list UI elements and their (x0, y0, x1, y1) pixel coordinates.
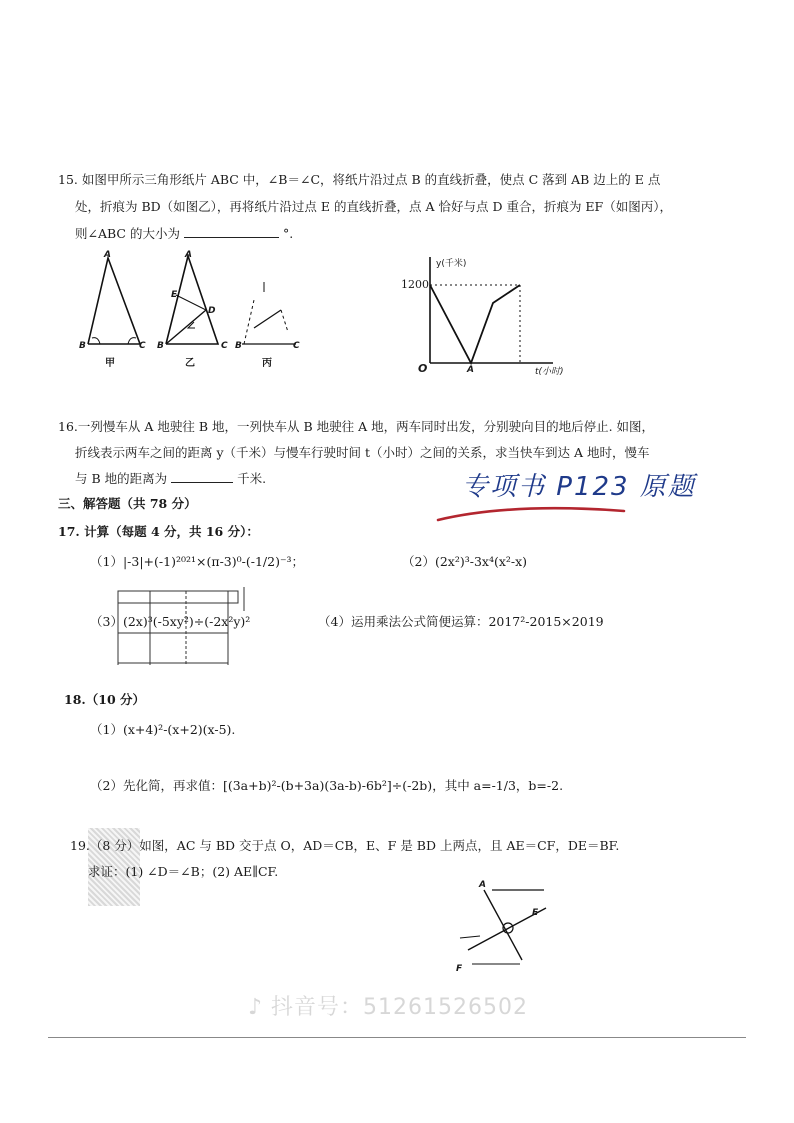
fig-label-c-bing: C (293, 341, 300, 351)
tiktok-icon: ♪ (248, 995, 264, 1020)
q16-line2: 折线表示两车之间的距离 y（千米）与慢车行驶时间 t（小时）之间的关系，求当快车到达 A 地时，慢车 (75, 445, 650, 460)
watermark-text: 抖音号：51261526502 (271, 995, 529, 1020)
fig-label-d-yi: D (208, 306, 216, 316)
distance-time-graph (425, 255, 575, 375)
q16-line3 (75, 469, 266, 487)
q15-line3 (75, 224, 293, 242)
graph-x-label: t(小时) (535, 367, 564, 377)
fig-label-b-jia: B (79, 341, 86, 351)
handwritten-underline (434, 503, 634, 527)
q16-line3-text: 与 B 地的距离为 (75, 471, 168, 486)
q15-line3-end: °. (282, 226, 294, 241)
q15-answer-blank[interactable] (184, 237, 279, 238)
q17-scribble-box (104, 585, 284, 680)
fig-label-c-jia: C (139, 341, 146, 351)
q16-line3-end: 千米. (237, 471, 267, 486)
caption-jia: 甲 (105, 358, 115, 369)
footer-divider (48, 1037, 746, 1038)
q15-line2: 处，折痕为 BD（如图乙），再将纸片沿过点 E 的直线折叠，点 A 恰好与点 D 重合，折痕为 EF（如图丙）， (75, 199, 672, 214)
caption-bing: 丙 (262, 358, 272, 369)
graph-origin: O (418, 362, 428, 375)
q19-line1: 19.（8 分）如图，AC 与 BD 交于点 O，AD＝CB，E、F 是 BD 上两点，且 AE＝CF，DE＝BF. (70, 838, 620, 853)
q17-part1: （1）|-3|+(-1)²⁰²¹×(π-3)⁰-(-1/2)⁻³； (90, 554, 305, 569)
graph-y-value: 1200 (401, 278, 429, 291)
q15-line1: 15. 如图甲所示三角形纸片 ABC 中，∠B＝∠C，将纸片沿过点 B 的直线折叠，使点 C 落到 AB 边上的 E 点 (58, 172, 661, 187)
graph-x-mark: A (467, 365, 474, 375)
q19-figure (452, 880, 562, 980)
q18-part2: （2）先化简，再求值：[(3a+b)²-(b+3a)(3a-b)-6b²]÷(-2b)，其中 a=-1/3，b=-2. (90, 778, 564, 793)
caption-yi: 乙 (185, 358, 195, 369)
fig-label-b-bing: B (235, 341, 242, 351)
graph-y-label: y(千米) (436, 259, 467, 269)
q19-fig-label-a: A (479, 880, 486, 890)
q18-title: 18.（10 分） (64, 692, 145, 707)
q15-line3-text: 则∠ABC 的大小为 (75, 226, 180, 241)
handwritten-note: 专项书 P123 原题 (462, 472, 696, 502)
q16-answer-blank[interactable] (171, 482, 233, 483)
fig-label-e-yi: E (171, 290, 178, 300)
q17-part2: （2）(2x²)³-3x⁴(x²-x) (402, 554, 528, 569)
q18-part1: （1）(x+4)²-(x+2)(x-5). (90, 722, 236, 737)
q19-fig-label-e: E (532, 908, 539, 918)
watermark (248, 990, 528, 1021)
q16-line1: 16.一列慢车从 A 地驶往 B 地，一列快车从 B 地驶往 A 地，两车同时出发，分别驶向目的地后停止. 如图， (58, 419, 655, 434)
q17-part4: （4）运用乘法公式简便运算：2017²-2015×2019 (318, 614, 604, 629)
q17-title: 17. 计算（每题 4 分，共 16 分）： (58, 524, 259, 539)
section3-heading: 三、解答题（共 78 分） (58, 496, 197, 511)
fig-label-a-jia: A (104, 250, 111, 260)
fig-label-a-yi: A (185, 250, 192, 260)
q17-part3: （3）(2x)³(-5xy²)÷(-2x²y)² (90, 614, 251, 629)
fig-label-b-yi: B (157, 341, 164, 351)
q19-line2: 求证：(1) ∠D＝∠B；(2) AE∥CF. (88, 864, 279, 879)
fig-label-c-yi: C (221, 341, 228, 351)
q19-fig-label-f: F (456, 964, 463, 974)
